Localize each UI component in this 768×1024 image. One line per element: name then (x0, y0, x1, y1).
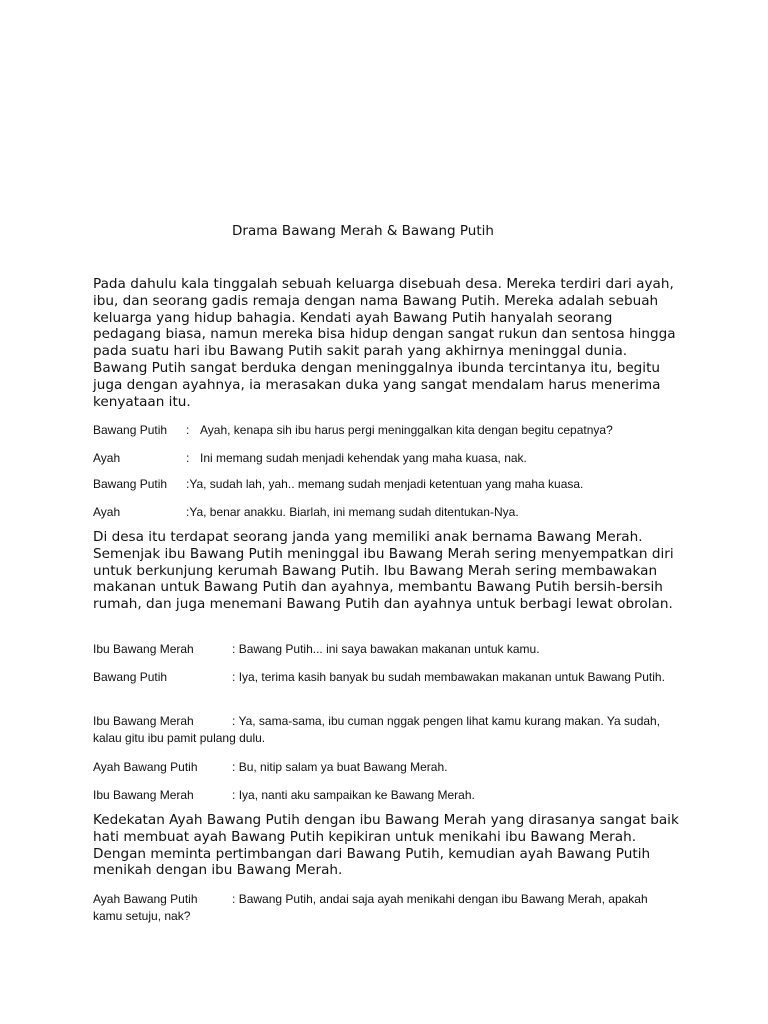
dialog-separator: : (232, 670, 236, 684)
dialog-speaker: Ayah Bawang Putih (93, 760, 198, 774)
dialog-line (93, 450, 678, 467)
dialog-line (93, 504, 678, 521)
dialog-text: Iya, terima kasih banyak bu sudah membawakan makanan untuk Bawang Putih. (238, 670, 665, 684)
dialog-line (93, 476, 678, 493)
document-title: Drama Bawang Merah & Bawang Putih (232, 223, 494, 239)
narration-text: Di desa itu terdapat seorang janda yang memiliki anak bernama Bawang Merah. Semenjak ibu Bawang Putih meninggal ibu Bawang Merah sering menyempatkan diri untuk berkunjung kerumah Bawang Putih. Ibu Bawang Merah sering membawakan makanan untuk Bawang Putih dan ayahnya, membantu Bawang Putih bersih-bersih rumah, dan juga menemani Bawang Putih dan ayahnya untuk berbagi lewat obrolan. (93, 529, 674, 613)
dialog-text: Ayah, kenapa sih ibu harus pergi meninggalkan kita dengan begitu cepatnya? (200, 423, 613, 437)
dialog-separator: : (232, 760, 236, 774)
dialog-separator: : (232, 714, 236, 728)
dialog-text: Bu, nitip salam ya buat Bawang Merah. (238, 760, 448, 774)
dialog-separator: : (186, 505, 190, 519)
dialog-line (93, 669, 678, 686)
dialog-separator: : (186, 423, 190, 437)
dialog-line (93, 641, 678, 658)
dialog-speaker: Ibu Bawang Merah (93, 714, 194, 728)
dialog-separator: : (232, 892, 236, 906)
narration-paragraph-2 (93, 529, 683, 613)
dialog-speaker: Bawang Putih (93, 423, 168, 437)
dialog-line (93, 787, 678, 804)
dialog-separator: : (232, 788, 236, 802)
dialog-speaker: Bawang Putih (93, 670, 168, 684)
dialog-text: Ya, benar anakku. Biarlah, ini memang sudah ditentukan-Nya. (189, 505, 519, 519)
dialog-text: Iya, nanti aku sampaikan ke Bawang Merah. (238, 788, 475, 802)
dialog-separator: : (186, 451, 190, 465)
dialog-speaker: Ayah (93, 505, 121, 519)
dialog-speaker: Ibu Bawang Merah (93, 788, 194, 802)
dialog-line (93, 713, 678, 746)
dialog-separator: : (186, 477, 190, 491)
dialog-line (93, 759, 678, 776)
dialog-speaker: Ayah Bawang Putih (93, 892, 198, 906)
dialog-line (93, 422, 678, 439)
dialog-separator: : (232, 642, 236, 656)
dialog-text: Bawang Putih, andai saja ayah menikahi dengan ibu Bawang Merah, apakah kamu setuju, nak? (93, 892, 648, 923)
dialog-speaker: Bawang Putih (93, 477, 168, 491)
narration-paragraph-3 (93, 812, 683, 879)
dialog-text: Ini memang sudah menjadi kehendak yang maha kuasa, nak. (200, 451, 527, 465)
narration-text: Pada dahulu kala tinggalah sebuah keluarga disebuah desa. Mereka terdiri dari ayah, ibu, dan seorang gadis remaja dengan nama Bawang Putih. Mereka adalah sebuah keluarga yang hidup bahagia. Kendati ayah Bawang Putih hanyalah seorang pedagang biasa, namun mereka bisa hidup dengan sangat rukun dan sentosa hingga pada suatu hari ibu Bawang Putih sakit parah yang akhirnya meninggal dunia. Bawang Putih sangat berduka dengan meninggalnya ibunda tercintanya itu, begitu juga dengan ayahnya, ia merasakan duka yang sangat mendalam harus menerima kenyataan itu. (93, 276, 676, 410)
narration-paragraph-1 (93, 276, 683, 410)
dialog-speaker: Ayah (93, 451, 121, 465)
dialog-line (93, 891, 678, 924)
dialog-text: Bawang Putih... ini saya bawakan makanan untuk kamu. (238, 642, 540, 656)
dialog-text: Ya, sudah lah, yah.. memang sudah menjadi ketentuan yang maha kuasa. (189, 477, 584, 491)
dialog-speaker: Ibu Bawang Merah (93, 642, 194, 656)
dialog-text: Ya, sama-sama, ibu cuman nggak pengen lihat kamu kurang makan. Ya sudah, kalau gitu ibu pamit pulang dulu. (93, 714, 661, 745)
narration-text: Kedekatan Ayah Bawang Putih dengan ibu Bawang Merah yang dirasanya sangat baik hati membuat ayah Bawang Putih kepikiran untuk menikahi ibu Bawang Merah. Dengan meminta pertimbangan dari Bawang Putih, kemudian ayah Bawang Putih menikah dengan ibu Bawang Merah. (93, 812, 679, 879)
